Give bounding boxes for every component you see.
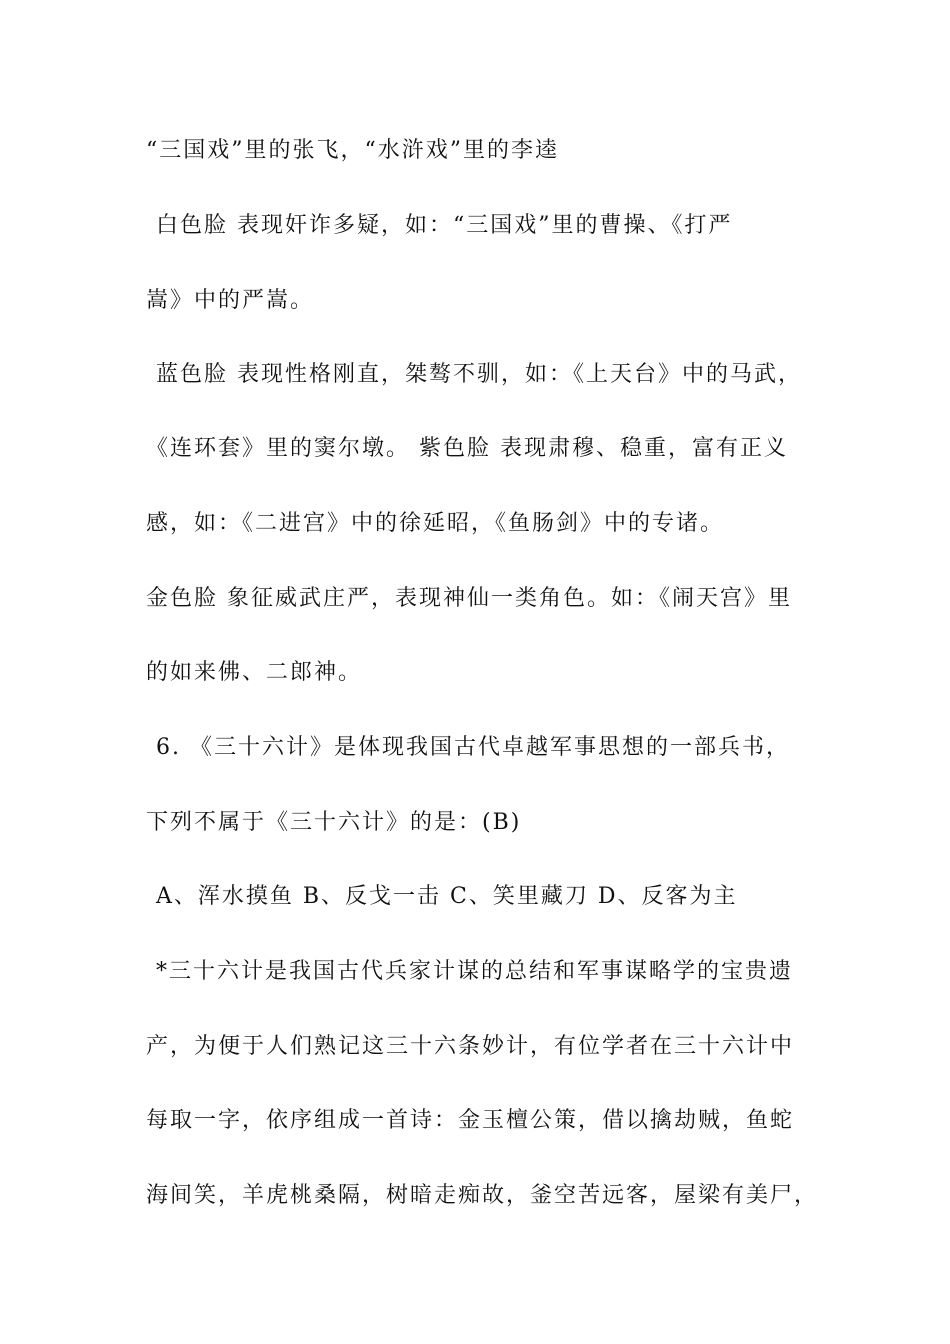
text-line-13: 产，为便于人们熟记这三十六条妙计，有位学者在三十六计中 [146,1034,795,1059]
text-line-8: 的如来佛、二郎神。 [146,660,363,685]
text-line-12: *三十六计是我国古代兵家计谋的总结和军事谋略学的宝贵遗 [156,959,794,984]
text-line-3: 嵩》中的严嵩。 [146,288,315,313]
text-line-7: 金色脸 象征威武庄严，表现神仙一类角色。如：《闹天宫》里 [146,586,792,611]
text-line-4: 蓝色脸 表现性格刚直，桀骜不驯，如：《上天台》中的马武， [156,362,802,387]
text-line-15: 海间笑，羊虎桃桑隔，树暗走痴故，釜空苦远客，屋梁有美尸， [146,1183,819,1208]
text-line-1: “三国戏”里的张飞，“水浒戏”里的李逵 [146,138,559,163]
text-line-14: 每取一字，依序组成一首诗：金玉檀公策，借以擒劫贼，鱼蛇 [146,1108,795,1133]
text-line-5: 《连环套》里的窦尔墩。 紫色脸 表现肃穆、稳重，富有正义 [146,436,788,461]
text-line-2: 白色脸 表现奸诈多疑，如：“三国戏”里的曹操、《打严 [156,213,733,238]
text-line-9: 6. 《三十六计》是体现我国古代卓越军事思想的一部兵书， [156,735,790,760]
text-line-6: 感，如：《二进宫》中的徐延昭，《鱼肠剑》中的专诸。 [146,511,725,536]
text-line-11: A、浑水摸鱼 B、反戈一击 C、笑里藏刀 D、反客为主 [156,884,738,909]
text-line-10: 下列不属于《三十六计》的是：(B) [146,810,522,835]
